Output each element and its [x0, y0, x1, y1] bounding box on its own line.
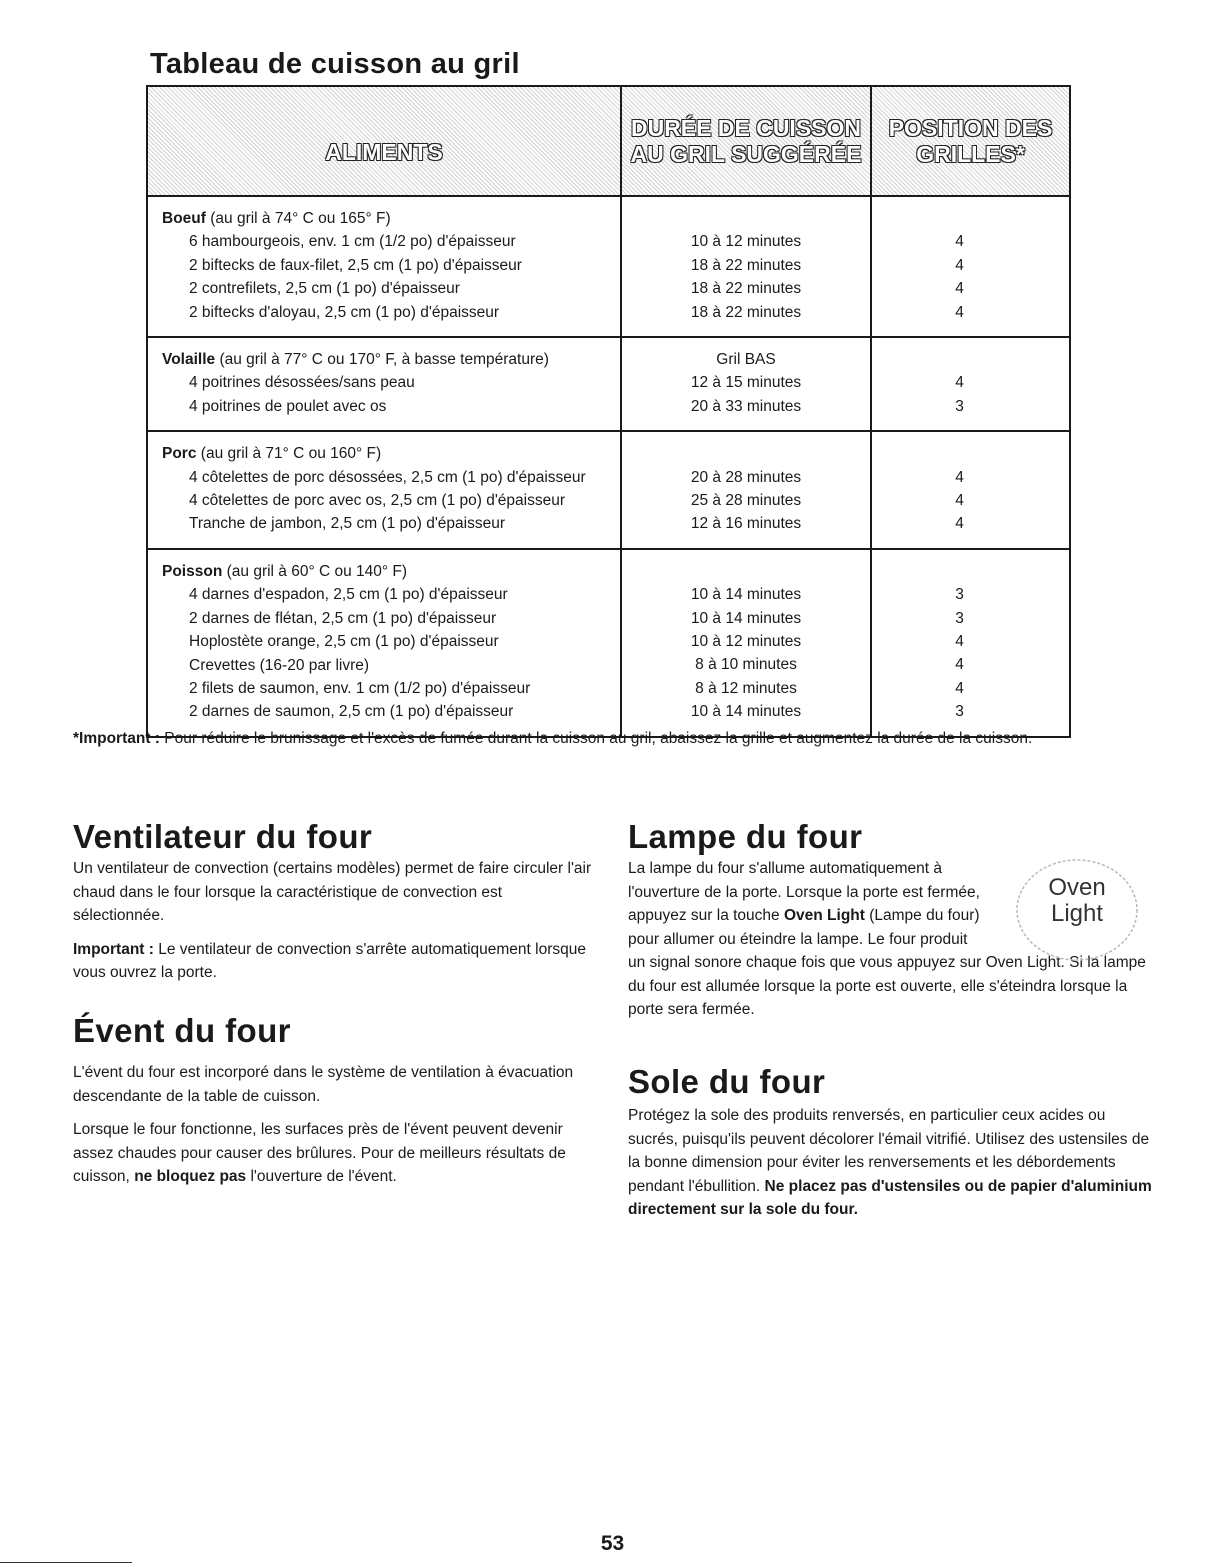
position-cell [871, 196, 1069, 337]
sole-bold-warning: Ne placez pas d'ustensiles ou de papier d'aluminium directement sur la sole du four. [628, 1177, 1152, 1218]
oven-light-button-line-2: Light [1050, 900, 1104, 927]
time-cell [621, 431, 871, 549]
food-item: 2 filets de saumon, env. 1 cm (1/2 po) d'épaisseur [189, 679, 531, 697]
event-title: Évent du four [73, 1012, 291, 1049]
page-number: 53 [600, 1532, 625, 1555]
rack-position: 4 [955, 492, 964, 510]
cook-time: 10 à 14 minutes [690, 586, 802, 604]
cook-time: 18 à 22 minutes [690, 280, 802, 298]
cook-time: 10 à 12 minutes [690, 633, 802, 651]
food-cell [148, 196, 621, 337]
food-item: 4 côtelettes de porc désossées, 2,5 cm (1 po) d'épaisseur [189, 468, 586, 486]
page-title: Tableau de cuisson au gril [150, 48, 520, 80]
time-cell [621, 549, 871, 736]
ventilateur-title: Ventilateur du four [73, 818, 373, 855]
rack-position: 3 [955, 703, 964, 721]
position-spacer [872, 560, 1047, 583]
lampe-line-3-after: (Lampe du four) [869, 907, 980, 924]
cook-time: 20 à 28 minutes [690, 468, 802, 486]
lampe-line-4: pour allumer ou éteindre la lampe. Le four produit [628, 930, 968, 948]
ventilateur-important [73, 938, 593, 985]
category-line [162, 560, 620, 583]
category-note: (au gril à 77° C ou 170° F, à basse température) [219, 351, 549, 369]
lampe-line-2: l'ouverture de la porte. Lorsque la porte est fermée, [628, 883, 980, 901]
cook-time: 8 à 10 minutes [695, 656, 797, 674]
footnote-label: *Important : [73, 730, 160, 747]
time-cell [621, 337, 871, 431]
position-spacer [872, 348, 1047, 371]
food-item: 2 darnes de flétan, 2,5 cm (1 po) d'épaisseur [189, 609, 497, 627]
table-row [148, 196, 1069, 337]
rack-position: 3 [955, 397, 964, 415]
lampe-rest: un signal sonore chaque fois que vous appuyez sur Oven Light. Si la lampe du four est allumée lorsque la porte est ouverte, elle s'éteindra lorsque la porte sera fermée. [628, 954, 1146, 1018]
lampe-line-3-before: appuyez sur la touche [628, 907, 780, 924]
food-cell [148, 431, 621, 549]
food-item: Crevettes (16-20 par livre) [189, 656, 370, 674]
category-name: Volaille [162, 351, 216, 369]
food-item: Hoplostète orange, 2,5 cm (1 po) d'épaisseur [189, 633, 499, 651]
event-p2-after: l'ouverture de l'évent. [250, 1168, 397, 1185]
table-row [148, 549, 1069, 736]
category-note: (au gril à 71° C ou 160° F) [200, 445, 382, 463]
broil-chart-table [146, 85, 1071, 738]
food-item: 4 côtelettes de porc avec os, 2,5 cm (1 po) d'épaisseur [189, 492, 566, 510]
category-line [162, 348, 620, 371]
rack-position: 4 [955, 280, 964, 298]
table-body [148, 196, 1069, 736]
position-spacer [872, 207, 1047, 230]
rack-position: 4 [955, 256, 964, 274]
cook-time: 12 à 15 minutes [690, 374, 802, 392]
table-row [148, 431, 1069, 549]
oven-light-button-line-1: Oven [1048, 874, 1106, 901]
position-spacer [872, 442, 1047, 465]
event-section [73, 1061, 583, 1199]
food-item: 2 biftecks de faux-filet, 2,5 cm (1 po) d'épaisseur [189, 256, 522, 274]
cook-time: 25 à 28 minutes [690, 492, 802, 510]
rack-position: 3 [955, 586, 964, 604]
category-name: Poisson [162, 562, 223, 580]
cook-time: 12 à 16 minutes [690, 515, 802, 533]
ventilateur-section [73, 857, 593, 995]
rack-position: 4 [955, 468, 964, 486]
rack-position: 3 [955, 609, 964, 627]
table-header-row [148, 87, 1069, 196]
table-row [148, 337, 1069, 431]
group-time-header [622, 207, 870, 230]
rack-position: 4 [955, 233, 964, 251]
cook-time: 20 à 33 minutes [690, 397, 802, 415]
group-time-header: Gril BAS [716, 351, 776, 369]
rack-position: 4 [955, 515, 964, 533]
food-item: 2 contrefilets, 2,5 cm (1 po) d'épaisseur [189, 280, 460, 298]
rack-position: 4 [955, 679, 964, 697]
category-name: Porc [162, 445, 197, 463]
time-cell [621, 196, 871, 337]
category-line [162, 207, 620, 230]
position-cell [871, 337, 1069, 431]
food-cell [148, 337, 621, 431]
cook-time: 18 à 22 minutes [690, 303, 802, 321]
header-duree: DURÉE DE CUISSON AU GRIL SUGGÉRÉE [621, 87, 871, 196]
category-note: (au gril à 74° C ou 165° F) [210, 210, 391, 227]
rack-position: 4 [955, 303, 964, 321]
cook-time: 10 à 14 minutes [690, 703, 802, 721]
event-p2-bold: ne bloquez pas [134, 1168, 247, 1185]
food-cell [148, 549, 621, 736]
sole-title: Sole du four [628, 1063, 826, 1100]
category-name: Boeuf [162, 210, 206, 227]
food-item: 4 darnes d'espadon, 2,5 cm (1 po) d'épaisseur [189, 586, 508, 604]
position-cell [871, 431, 1069, 549]
event-p2-before: Lorsque le four fonctionne, les surfaces près de l'évent peuvent devenir assez chaudes pour causer des brûlures. Pour de meilleurs résultats de cuisson, [73, 1121, 566, 1185]
cook-time: 10 à 14 minutes [690, 609, 802, 627]
food-item: 4 poitrines de poulet avec os [189, 397, 387, 415]
cook-time: 8 à 12 minutes [695, 679, 797, 697]
event-paragraph-2 [73, 1118, 583, 1189]
event-paragraph-1: L'évent du four est incorporé dans le système de ventilation à évacuation descendante de la table de cuisson. [73, 1064, 574, 1105]
cook-time: 10 à 12 minutes [690, 233, 802, 251]
table-footnote [73, 730, 1032, 748]
lampe-title: Lampe du four [628, 818, 863, 855]
group-time-header [622, 560, 870, 583]
header-aliments: ALIMENTS [148, 87, 621, 196]
position-cell [871, 549, 1069, 736]
food-item: 2 biftecks d'aloyau, 2,5 cm (1 po) d'épaisseur [189, 303, 500, 321]
header-position: POSITION DES GRILLES* [871, 87, 1069, 196]
rack-position: 4 [955, 656, 964, 674]
food-item: 4 poitrines désossées/sans peau [189, 374, 415, 392]
sole-text: Protégez la sole des produits renversés, en particulier ceux acides ou sucrés, puisqu'ils peuvent décolorer l'émail vitrifié. Utilisez des ustensiles de la bonne dimension pour éviter les renversements et les débordements pendant l'ébullition. [628, 1107, 1150, 1195]
food-item: Tranche de jambon, 2,5 cm (1 po) d'épaisseur [189, 515, 505, 533]
food-item: 2 darnes de saumon, 2,5 cm (1 po) d'épaisseur [189, 703, 514, 721]
lampe-line-3-bold: Oven Light [783, 907, 865, 924]
lampe-line-1: La lampe du four s'allume automatiquement à [628, 860, 943, 877]
sole-section [628, 1104, 1158, 1232]
sole-paragraph [628, 1104, 1158, 1222]
category-note: (au gril à 60° C ou 140° F) [226, 562, 408, 580]
ventilateur-paragraph: Un ventilateur de convection (certains modèles) permet de faire circuler l'air chaud dans le four lorsque la caractéristique de convection est sélectionnée. [73, 860, 592, 924]
ventilateur-important-label: Important : [73, 940, 154, 958]
category-line [162, 442, 620, 465]
group-time-header [622, 442, 870, 465]
footer-rule [0, 1562, 132, 1563]
rack-position: 4 [955, 374, 964, 392]
oven-light-button-illustration [1012, 855, 1142, 965]
rack-position: 4 [955, 633, 964, 651]
ventilateur-important-text: Le ventilateur de convection s'arrête automatiquement lorsque vous ouvrez la porte. [73, 940, 586, 981]
food-item: 6 hambourgeois, env. 1 cm (1/2 po) d'épaisseur [189, 233, 516, 251]
cook-time: 18 à 22 minutes [690, 256, 802, 274]
footnote-text: Pour réduire le brunissage et l'excès de fumée durant la cuisson au gril, abaissez la grille et augmentez la durée de la cuisson. [164, 730, 1033, 747]
